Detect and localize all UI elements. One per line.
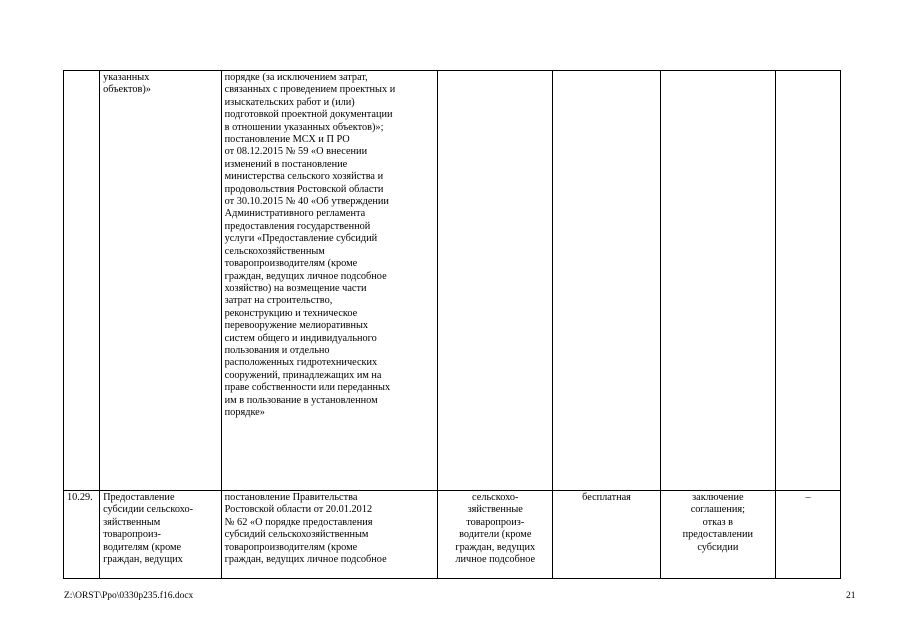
text-line: зяйственные bbox=[467, 504, 523, 516]
text-line: Административного регламента bbox=[224, 208, 366, 220]
text-line: расположенных гидротехнических bbox=[224, 357, 378, 369]
text-line: субсидий сельскохозяйственным bbox=[224, 529, 369, 541]
text-line: товаропроизводителям (кроме bbox=[224, 541, 358, 553]
text-line: водителям (кроме bbox=[103, 541, 182, 553]
text-line: хозяйство) на возмещение части bbox=[224, 282, 367, 294]
service-name-cell bbox=[100, 491, 222, 579]
text-line: постановление Правительства bbox=[224, 492, 358, 503]
legal-basis-cell bbox=[221, 71, 437, 491]
text-line: товаропроиз- bbox=[466, 516, 525, 528]
result-cell bbox=[660, 491, 775, 579]
text-line: сооружений, принадлежащих им на bbox=[224, 369, 382, 381]
text-line: перевооружение мелиоративных bbox=[224, 320, 369, 332]
recipient-cell bbox=[438, 491, 553, 579]
text-line: товаропроиз- bbox=[103, 529, 161, 541]
text-line: зяйственным bbox=[103, 516, 161, 528]
text-line: сельскохозяйственным bbox=[224, 245, 325, 257]
text-line: отказ в bbox=[702, 516, 734, 528]
text-line: от 30.10.2015 № 40 «Об утверждении bbox=[224, 196, 389, 208]
text-line: от 08.12.2015 № 59 «О внесении bbox=[224, 146, 368, 158]
text-line: затрат на строительство, bbox=[224, 295, 333, 307]
text-line: граждан, ведущих личное подсобное bbox=[224, 554, 387, 566]
text-line: связанных с проведением проектных и bbox=[224, 84, 396, 96]
text-line: водители (кроме bbox=[459, 529, 532, 541]
text-line: граждан, ведущих bbox=[103, 554, 183, 566]
row-number-cell bbox=[64, 491, 100, 579]
text-line: – bbox=[805, 492, 811, 503]
text-line: предоставления государственной bbox=[224, 220, 371, 232]
row-number: 10.29. bbox=[67, 492, 93, 503]
services-table bbox=[63, 70, 841, 579]
cost-cell bbox=[553, 71, 660, 491]
text-line: праве собственности или переданных bbox=[224, 382, 391, 394]
footer-page-number: 21 bbox=[846, 591, 856, 601]
text-line: систем общего и индивидуального bbox=[224, 332, 377, 344]
text-line: порядке (за исключением затрат, bbox=[224, 72, 368, 83]
result-cell bbox=[660, 71, 775, 491]
row-number-cell bbox=[64, 71, 100, 491]
table-row bbox=[64, 491, 841, 579]
text-line: заключение bbox=[692, 492, 744, 503]
text-line: изыскательских работ и (или) bbox=[224, 96, 355, 108]
text-line: им в пользование в установленном bbox=[224, 394, 378, 406]
text-line: сельскохо- bbox=[472, 492, 519, 503]
text-line: граждан, ведущих bbox=[455, 541, 536, 553]
text-line: субсидии сельскохо- bbox=[103, 504, 194, 516]
text-line: № 62 «О порядке предоставления bbox=[224, 516, 373, 528]
footer-file-path: Z:\ORST\Ppo\0330p235.f16.docx bbox=[64, 591, 194, 601]
text-line: субсидии bbox=[697, 541, 739, 553]
text-line: личное подсобное bbox=[455, 554, 536, 566]
text-line: постановление МСХ и П РО bbox=[224, 134, 350, 146]
text-line: в отношении указанных объектов)»; bbox=[224, 121, 384, 133]
text-line: Ростовской области от 20.01.2012 bbox=[224, 504, 373, 516]
recipient-cell bbox=[438, 71, 553, 491]
text-line: услуги «Предоставление субсидий bbox=[224, 233, 378, 245]
text-line: Предоставление bbox=[103, 492, 175, 503]
extra-cell bbox=[776, 491, 841, 579]
text-line: предоставлении bbox=[682, 529, 754, 541]
text-line: министерства сельского хозяйства и bbox=[224, 171, 384, 183]
text-line: реконструкцию и техническое bbox=[224, 307, 358, 319]
table-row bbox=[64, 71, 841, 491]
text-line: подготовкой проектной документации bbox=[224, 109, 393, 121]
cost-cell bbox=[553, 491, 660, 579]
text-line: товаропроизводителям (кроме bbox=[224, 258, 358, 270]
text-line: бесплатная bbox=[582, 492, 631, 503]
text-line: порядке» bbox=[224, 406, 265, 418]
text-line: указанных bbox=[103, 72, 150, 83]
text-line: граждан, ведущих личное подсобное bbox=[224, 270, 387, 282]
text-line: пользования и отдельно bbox=[224, 344, 330, 356]
text-line: продовольствия Ростовской области bbox=[224, 183, 384, 195]
extra-cell bbox=[776, 71, 841, 491]
legal-basis-cell bbox=[221, 491, 437, 579]
text-line: изменений в постановление bbox=[224, 158, 348, 170]
text-line: соглашения; bbox=[690, 504, 745, 516]
service-name-cell bbox=[100, 71, 222, 491]
text-line: объектов)» bbox=[103, 84, 151, 96]
